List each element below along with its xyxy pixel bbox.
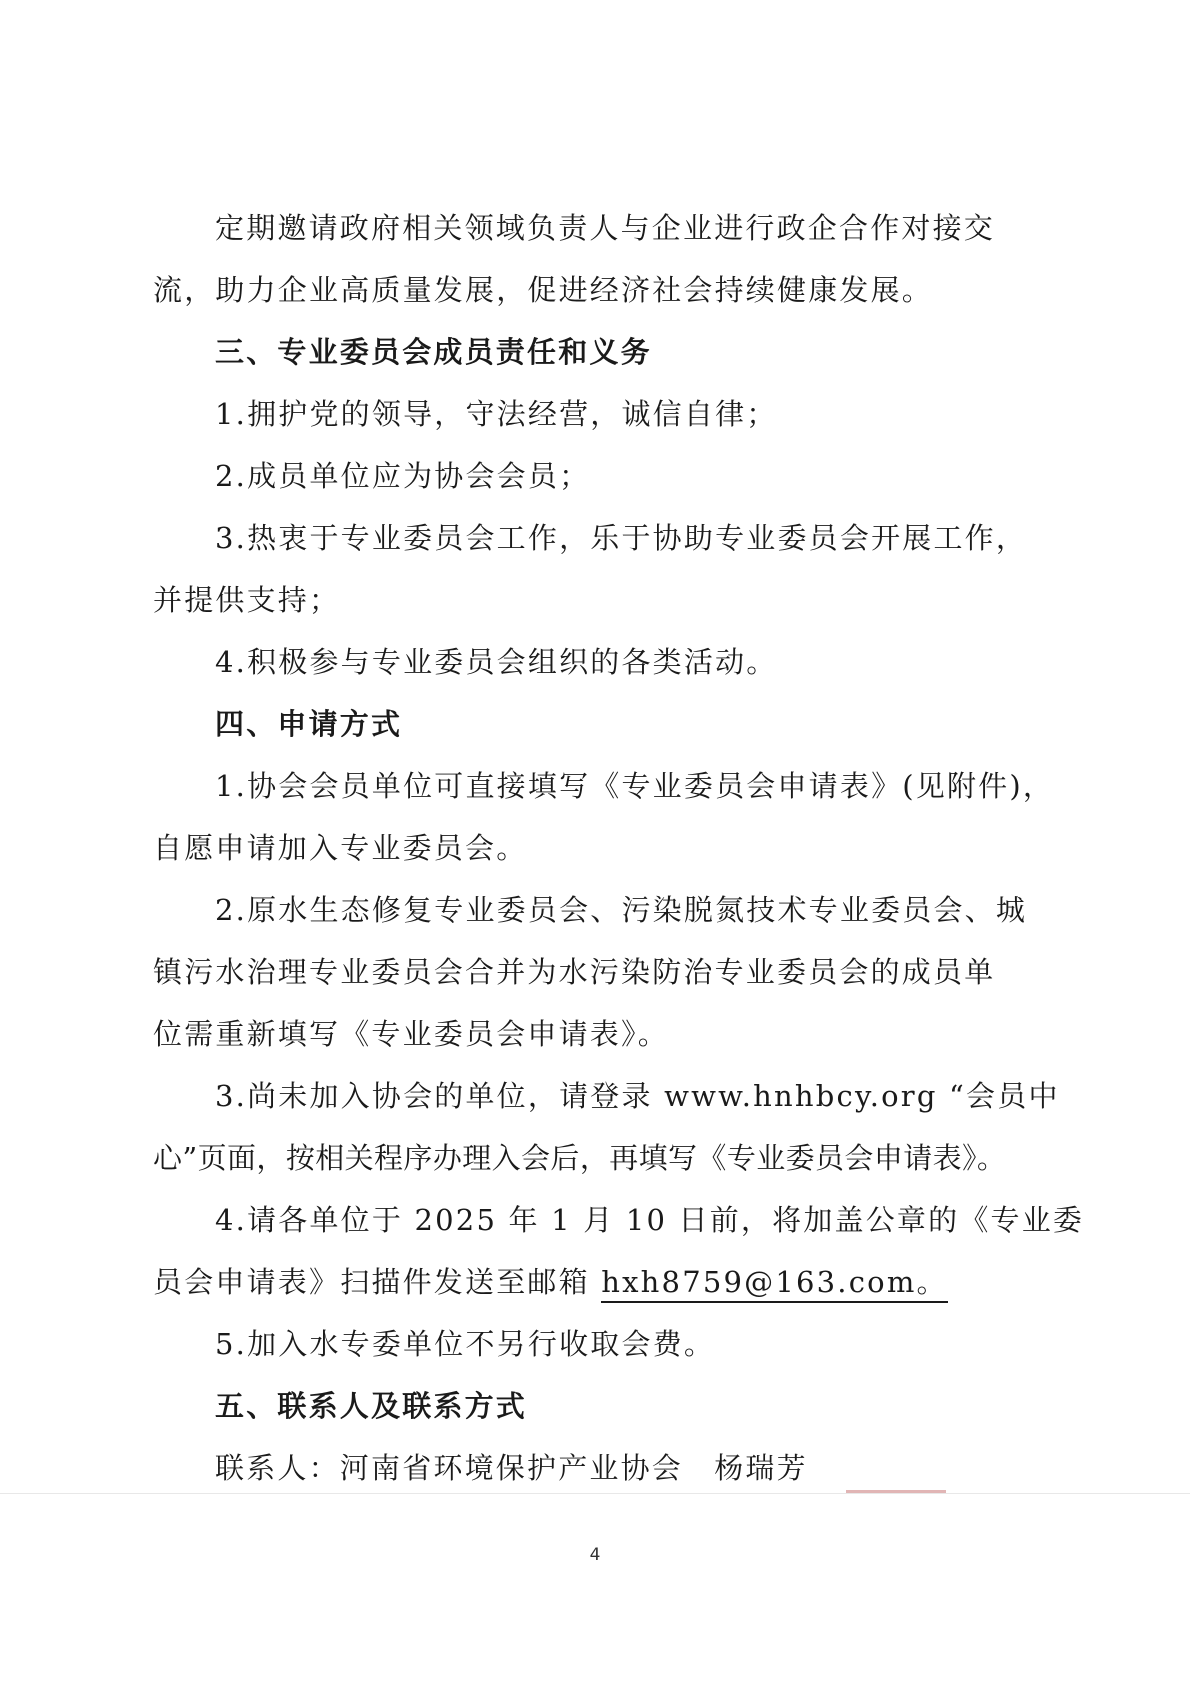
- list-item: 2.原水生态修复专业委员会、污染脱氮技术专业委员会、城: [215, 893, 1028, 927]
- list-item: 3.尚未加入协会的单位，请登录 www.hnhbcy.org “会员中: [215, 1079, 1060, 1113]
- list-item-continuation: 镇污水治理专业委员会合并为水污染防治专业委员会的成员单: [153, 955, 996, 989]
- list-item-continuation: 位需重新填写《专业委员会申请表》。: [153, 1017, 669, 1051]
- list-item: 1.拥护党的领导，守法经营，诚信自律；: [215, 397, 778, 431]
- seal-edge-mark: [846, 1490, 946, 1493]
- list-item: 1.协会会员单位可直接填写《专业委员会申请表》(见附件)，: [215, 769, 1055, 803]
- contact-line: 联系人：河南省环境保护产业协会 杨瑞芳: [215, 1451, 808, 1485]
- list-item: 4.请各单位于 2025 年 1 月 10 日前，将加盖公章的《专业委: [215, 1203, 1085, 1237]
- section-heading-responsibilities: 三、专业委员会成员责任和义务: [215, 335, 652, 369]
- list-item-continuation: 自愿申请加入专业委员会。: [153, 831, 528, 865]
- paragraph-line: 定期邀请政府相关领域负责人与企业进行政企合作对接交: [215, 211, 996, 245]
- section-heading-application: 四、申请方式: [215, 707, 403, 741]
- list-item: 2.成员单位应为协会会员；: [215, 459, 591, 493]
- document-body: [153, 197, 1085, 1499]
- list-item: 3.热衷于专业委员会工作，乐于协助专业委员会开展工作，: [215, 521, 1028, 555]
- email-link[interactable]: hxh8759@163.com。: [601, 1265, 947, 1303]
- section-heading-contact: 五、联系人及联系方式: [215, 1389, 528, 1423]
- list-item: 5.加入水专委单位不另行收取会费。: [215, 1327, 716, 1361]
- page-number: 4: [589, 1545, 601, 1565]
- list-item-continuation-email: [153, 1251, 1041, 1313]
- list-item-continuation: 并提供支持；: [153, 583, 341, 617]
- list-item: 4.积极参与专业委员会组织的各类活动。: [215, 645, 778, 679]
- page-divider: [0, 1493, 1190, 1494]
- list-item-continuation: 心”页面，按相关程序办理入会后，再填写《专业委员会申请表》。: [153, 1141, 1007, 1175]
- email-prefix-text: 员会申请表》扫描件发送至邮箱: [153, 1265, 602, 1299]
- paragraph-line: 流，助力企业高质量发展，促进经济社会持续健康发展。: [153, 273, 934, 307]
